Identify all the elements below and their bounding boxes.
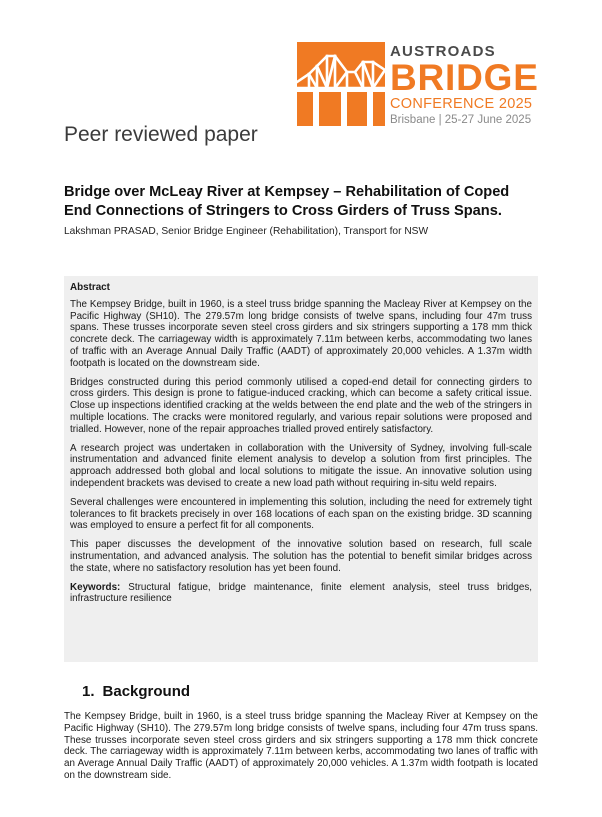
author-line: Lakshman PRASAD, Senior Bridge Engineer (Rehabilitation), Transport for NSW	[64, 226, 429, 237]
section-body-text: The Kempsey Bridge, built in 1960, is a steel truss bridge spanning the Macleay River at Kempsey on the Pacific Highway (SH10). The 279.57m long bridge consists of twelve spans, including four 47m truss spans. These trusses incorporate seven steel cross girders and six stringers supporting a 178 mm thick concrete deck. The carriageway width is approximately 7.11m between kerbs, accommodating two lanes of traffic with an Average Annual Daily Traffic (AADT) of approximately 20,000 vehicles. A 1.37m width footpath is located on the downstream side.	[64, 711, 538, 781]
peer-reviewed-label: Peer reviewed paper	[64, 123, 258, 146]
keywords-label: Keywords:	[70, 581, 121, 593]
logo-text	[390, 42, 546, 127]
paper-title: Bridge over McLeay River at Kempsey – Rehabilitation of Coped End Connections of Stringers to Cross Girders of Truss Spans.	[64, 184, 510, 219]
bridge-logo-icon	[297, 42, 385, 126]
section-number: 1.	[82, 683, 95, 700]
abstract-paragraph: The Kempsey Bridge, built in 1960, is a steel truss bridge spanning the Macleay River at Kempsey on the Pacific Highway (SH10). The 279.57m long bridge consists of twelve spans, including four 47m truss spans. These trusses incorporate seven steel cross girders and six stringers supporting a 178 mm thick concrete deck. The carriageway width is approximately 7.11m between kerbs, accommodating two lanes of traffic with an Average Annual Daily Traffic (AADT) of approximately 20,000 vehicles. A 1.37m width footpath is located on the downstream side.	[70, 298, 532, 369]
logo-date-line: Brisbane | 25-27 June 2025	[390, 114, 532, 126]
logo-austroads: AUSTROADS	[390, 43, 496, 60]
section-title: Background	[102, 683, 191, 700]
abstract-heading: Abstract	[70, 282, 110, 293]
logo-conference: CONFERENCE 2025	[390, 96, 533, 112]
section-heading	[82, 683, 190, 700]
abstract-box	[64, 276, 538, 662]
conference-logo	[297, 42, 545, 130]
abstract-paragraph: A research project was undertaken in collaboration with the University of Sydney, involving full-scale instrumentation and advanced finite element analysis to develop a solution from first principles. The approach addressed both global and local solutions to mitigate the issue. An innovative solution using independent brackets was devised to create a new load path without requiring in-situ weld repairs.	[70, 442, 532, 489]
keywords	[70, 582, 532, 606]
abstract-paragraph: Bridges constructed during this period commonly utilised a coped-end detail for connecting girders to cross girders. This design is prone to fatigue-induced cracking, which can become a safety critical issue. Close up inspections identified cracking at the welds between the end plate and the web of the stringers in multiple locations. The cracks were monitored regularly, and various repair solutions were proposed and trialled. However, none of the repair approaches trialled proved entirely satisfactory.	[70, 376, 532, 435]
abstract-paragraph: Several challenges were encountered in implementing this solution, including the need for extremely tight tolerances to fit brackets precisely in over 168 locations of each span on the existing bridge. 3D scanning was employed to ensure a perfect fit for all components.	[70, 496, 532, 532]
keywords-text: Structural fatigue, bridge maintenance, finite element analysis, steel truss bridges, infrastructure resilience	[70, 581, 532, 605]
logo-bridge: BRIDGE	[390, 57, 539, 98]
abstract-paragraph: This paper discusses the development of the innovative solution based on research, full scale instrumentation, and advanced analysis. The solution has the potential to benefit similar bridges across the state, where no satisfactory resolution has yet been found.	[70, 539, 532, 574]
